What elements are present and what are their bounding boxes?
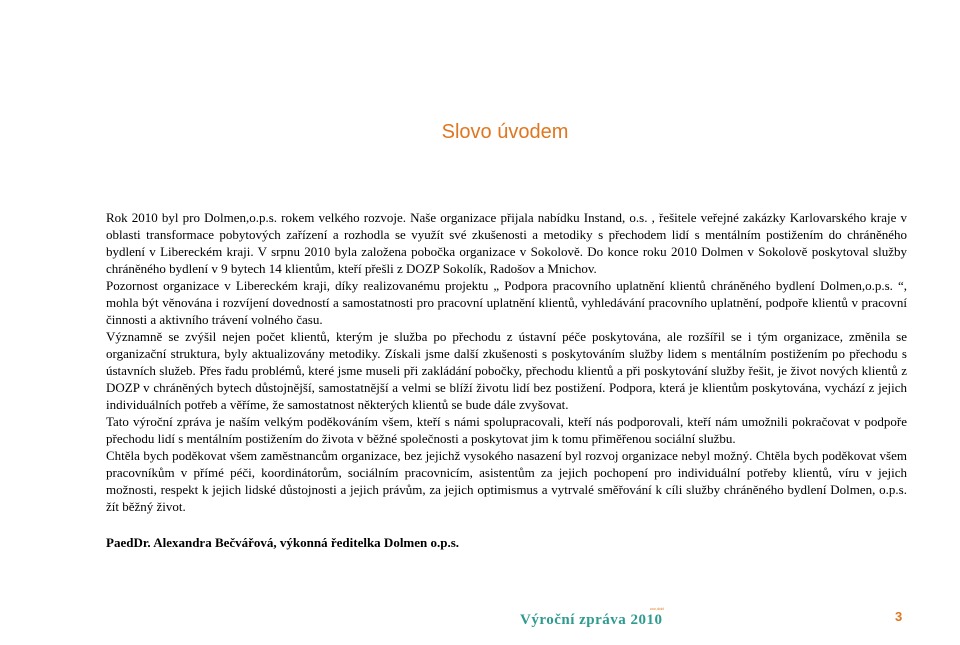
paragraph: Rok 2010 byl pro Dolmen,o.p.s. rokem velkého rozvoje. Naše organizace přijala nabídku Instand, o.s. , řešitele veřejné zakázky Karlovarského kraje v oblasti transformace pobytových zařízení a rozhodla se využít své zkušenosti a metodiky s přechodem lidí s mentálním postižením do chráněného bydlení v Libereckém kraji. V srpnu 2010 byla založena pobočka organizace v Sokolově. Do konce roku 2010 Dolmen v Sokolově poskytoval služby chráněného bydlení v 9 bytech 14 klientům, kteří přešli z DOZP Sokolík, Radošov a Mnichov. — [106, 210, 907, 276]
footer-small-label: ccc,ddd — [650, 606, 664, 611]
page-number: 3 — [895, 609, 903, 624]
paragraph: Chtěla bych poděkovat všem zaměstnancům organizace, bez jejichž vysokého nasazení byl rozvoj organizace nebyl možný. Chtěla bych poděkovat všem pracovníkům v přímé péči, koordinátorům, sociálním pracovnicím, asistentům za jejich pochopení pro individuální potřeby klientů, víru v jejich možnosti, respekt k jejich lidské důstojnosti a jejich právům, za jejich optimismus a vytrvalé směřování k cíli služby chráněného bydlení Dolmen, o.p.s. žít běžný život. — [106, 448, 907, 514]
page-title: Slovo úvodem — [441, 121, 569, 143]
footer-report-title: Výroční zpráva 2010 — [520, 612, 663, 628]
paragraph: Významně se zvýšil nejen počet klientů, kterým je služba po přechodu z ústavní péče poskytována, ale rozšířil se i tým organizace, změnila se organizační struktura, byly aktualizovány metodiky. Získali jsme další zkušenosti s poskytováním služby lidem s mentálním postižením po přechodu s ústavních služeb. Přes řadu problémů, které jsme museli při zakládání pobočky, přechodu klientů a při poskytování služby řešit, je život nových klientů z DOZP v chráněných bytech důstojnější, samostatnější a velmi se blíží životu lidí bez postižení. Podpora, která je klientům poskytována, vychází z jejich individuálních potřeb a věříme, že samostatnost některých klientů se bude dále zvyšovat. — [106, 329, 907, 412]
paragraph: Tato výroční zpráva je naším velkým poděkováním všem, kteří s námi spolupracovali, kteří nás podporovali, kteří nám umožnili pokračovat v podpoře přechodu lidí s mentálním postižením do života v běžné společnosti a poskytovat jim k tomu přiměřenou sociální službu. — [106, 414, 907, 446]
paragraph: Pozornost organizace v Libereckém kraji, díky realizovanému projektu „ Podpora pracovního uplatnění klientů chráněného bydlení Dolmen,o.p.s. “, mohla být věnována i rozvíjení dovedností a samostatnosti pro pracovní uplatnění klientů, vyhledávání pracovního uplatnění, podpoře klientů v pracovní činnosti a aktivního trávení volného času. — [106, 278, 907, 327]
body-text — [106, 209, 907, 515]
signature: PaedDr. Alexandra Bečvářová, výkonná ředitelka Dolmen o.p.s. — [106, 535, 460, 550]
